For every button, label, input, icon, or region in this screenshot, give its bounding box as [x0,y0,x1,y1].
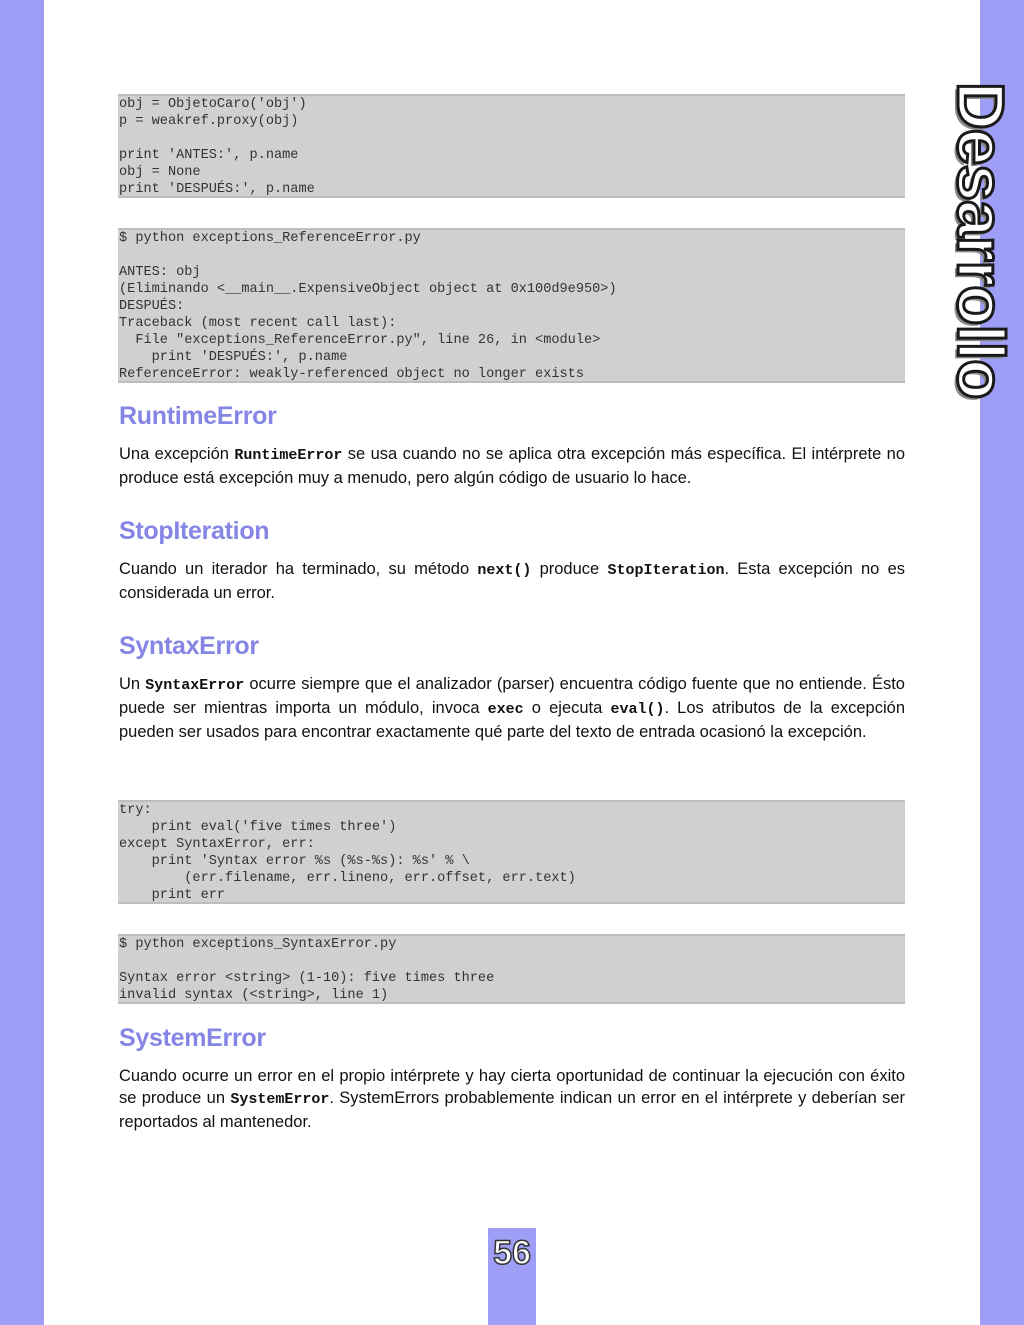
text-span: produce [531,560,608,578]
heading-syntaxerror: SyntaxError [119,632,259,660]
paragraph-runtimeerror [119,443,905,489]
paragraph-syntaxerror [119,673,905,743]
code-block-proxy-example: obj = ObjetoCaro('obj') p = weakref.proxy(obj) print 'ANTES:', p.name obj = None print 'DESPUÉS:', p.name [118,94,905,198]
text-span: Un [119,675,146,693]
inline-code: SystemError [230,1091,330,1108]
text-span: se usa cuando no se aplica otra excepción más específica. El intérprete no produce está excepción muy a menudo, pero algún código de usuario lo hace. [119,445,905,487]
text-span: o ejecuta [523,699,611,717]
inline-code: StopIteration [607,562,725,579]
paragraph-stopiteration [119,558,905,604]
text-span: ocurre siempre que el analizador (parser) encuentra código fuente que no entiende. Ésto puede ser mientras importa un módulo, invoca [119,675,905,717]
code-block-proxy-output: $ python exceptions_ReferenceError.py ANTES: obj (Eliminando <__main__.ExpensiveObject object at 0x100d9e950>) DESPUÉS: Traceback (most recent call last): File "exceptions_ReferenceError.py", line 26, in <module> print 'DESPUÉS:', p.name ReferenceError: weakly-referenced object no longer exists [118,228,905,383]
heading-systemerror: SystemError [119,1024,266,1052]
heading-runtimeerror: RuntimeError [119,402,277,430]
inline-code: next() [477,562,532,579]
inline-code: exec [487,701,524,718]
text-span: . Esta excepción no es considerada un error. [119,560,905,602]
text-span: . Los atributos de la excepción pueden ser usados para encontrar exactamente qué parte del texto de entrada ocasionó la excepción. [119,699,906,741]
inline-code: eval() [610,701,665,718]
paragraph-systemerror [119,1065,905,1133]
code-block-syntax-output: $ python exceptions_SyntaxError.py Syntax error <string> (1-10): five times three invalid syntax (<string>, line 1) [118,934,905,1004]
side-title-text: Desarrollo [944,82,1018,399]
text-span: Una excepción [119,445,235,463]
heading-stopiteration: StopIteration [119,517,270,545]
text-span: Cuando ocurre un error en el propio intérprete y hay cierta oportunidad de continuar la ejecución con éxito se produce un [119,1067,905,1107]
code-block-syntax-example: try: print eval('five times three') except SyntaxError, err: print 'Syntax error %s (%s-%s): %s' % \ (err.filename, err.lineno, err.offset, err.text) print err [118,800,905,904]
text-span: . SystemErrors probablemente indican un error en el intérprete y deberían ser reportados al mantenedor. [119,1089,905,1131]
text-span: Cuando un iterador ha terminado, su método [119,560,478,578]
page-number-tab [488,1228,536,1325]
inline-code: SyntaxError [145,677,245,694]
inline-code: RuntimeError [234,447,343,464]
section-side-title [942,82,1020,427]
page-number: 56 [493,1234,531,1272]
